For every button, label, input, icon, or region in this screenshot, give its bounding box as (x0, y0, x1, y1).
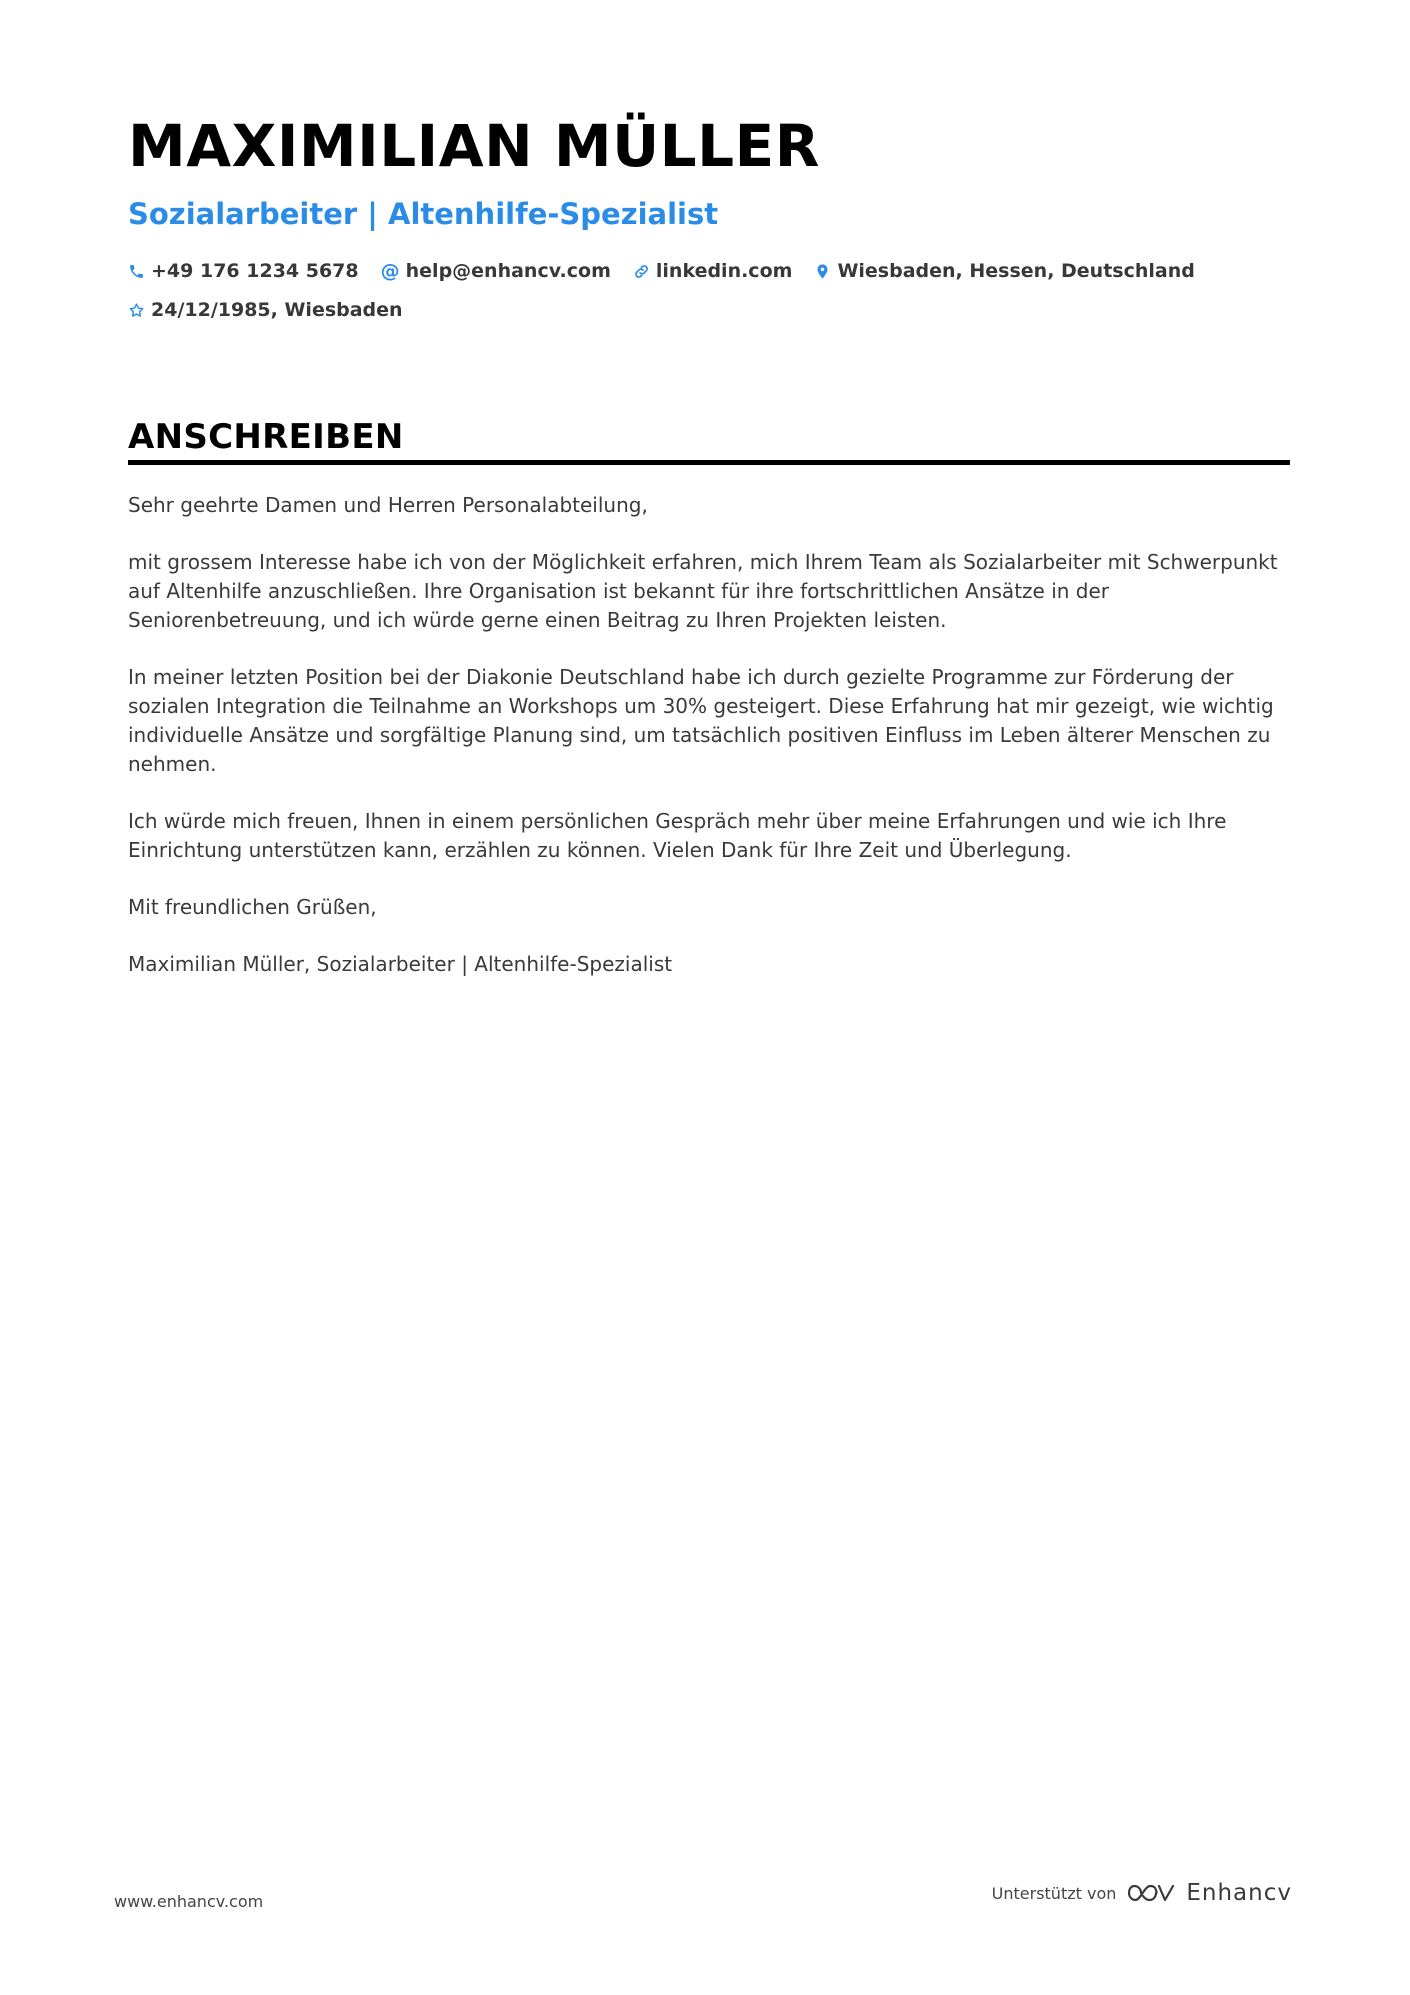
star-icon (128, 302, 145, 319)
linkedin-link[interactable]: linkedin.com (655, 260, 793, 282)
contact-row-1 (128, 252, 1290, 291)
letter-paragraph: mit grossem Interesse habe ich von der Möglichkeit erfahren, mich Ihrem Team als Sozialarbeiter mit Schwerpunkt auf Altenhilfe anzuschließen. Ihre Organisation ist bekannt für ihre fortschrittlichen Ansätze in der Seniorenbetreuung, und ich würde gerne einen Beitrag zu Ihren Projekten leisten. (128, 550, 1278, 632)
location-pin-icon (814, 263, 831, 280)
contact-phone (128, 252, 359, 291)
email-address[interactable]: help@enhancv.com (405, 260, 611, 282)
location-text: Wiesbaden, Hessen, Deutschland (837, 260, 1195, 282)
contact-location (814, 252, 1194, 291)
letter-signature: Maximilian Müller, Sozialarbeiter | Altenhilfe-Spezialist (128, 952, 673, 976)
powered-by-label: Unterstützt von (991, 1883, 1117, 1903)
letter-salutation: Sehr geehrte Damen und Herren Personalabteilung, (128, 493, 648, 517)
link-icon (633, 263, 650, 280)
section-divider (128, 460, 1290, 465)
applicant-name: MAXIMILIAN MÜLLER (128, 112, 820, 180)
phone-number: +49 176 1234 5678 (151, 260, 359, 282)
phone-icon (128, 263, 145, 280)
applicant-headline: Sozialarbeiter | Altenhilfe-Spezialist (128, 197, 719, 231)
enhancv-logo-icon (1128, 1880, 1174, 1906)
contact-birth (128, 291, 403, 330)
footer-website[interactable]: www.enhancv.com (114, 1892, 264, 1911)
letter-paragraph: Ich würde mich freuen, Ihnen in einem persönlichen Gespräch mehr über meine Erfahrungen und wie ich Ihre Einrichtung unterstützen kann, erzählen zu können. Vielen Dank für Ihre Zeit und Überlegung. (128, 809, 1227, 862)
contact-email[interactable] (381, 252, 611, 291)
brand-name: Enhancv (1186, 1880, 1292, 1906)
footer-branding (992, 1880, 1292, 1906)
contact-info (128, 252, 1290, 330)
contact-link[interactable] (633, 252, 793, 291)
cover-letter-page (128, 108, 1290, 1007)
letter-body (128, 491, 1290, 979)
contact-row-2 (128, 291, 1290, 330)
section-title: ANSCHREIBEN (128, 417, 404, 457)
at-icon: @ (380, 260, 400, 282)
birth-info: 24/12/1985, Wiesbaden (151, 299, 403, 321)
letter-paragraph: In meiner letzten Position bei der Diakonie Deutschland habe ich durch gezielte Programme zur Förderung der sozialen Integration die Teilnahme an Workshops um 30% gesteigert. Diese Erfahrung hat mir gezeigt, wie wichtig individuelle Ansätze und sorgfältige Planung sind, um tatsächlich positiven Einfluss im Leben älterer Menschen zu nehmen. (128, 665, 1274, 776)
letter-closing: Mit freundlichen Grüßen, (128, 895, 377, 919)
